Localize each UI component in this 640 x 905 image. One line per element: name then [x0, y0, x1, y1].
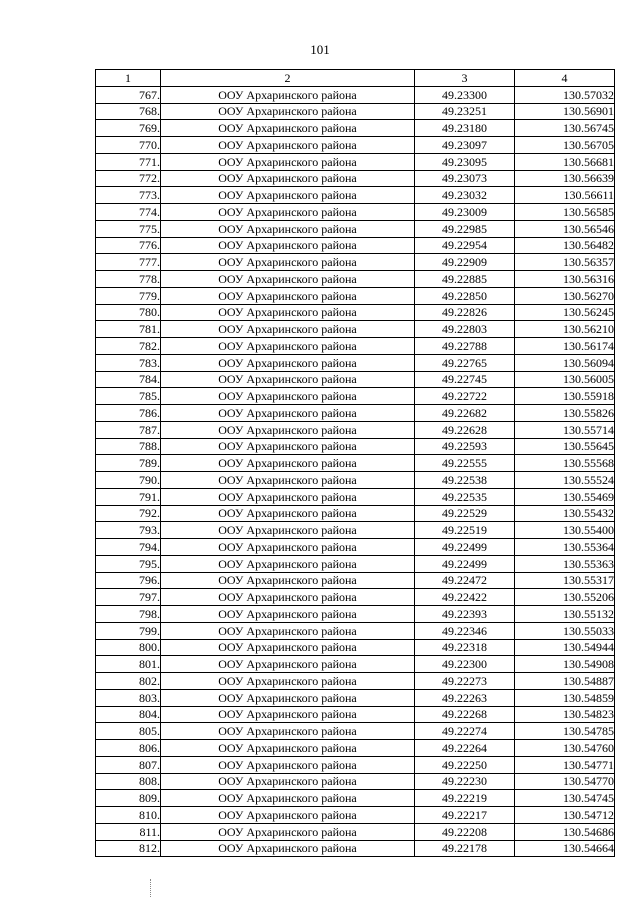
table-row: [96, 689, 615, 706]
table-row: [96, 555, 615, 572]
object-name-cell: ООУ Архаринского района: [161, 472, 415, 489]
object-name-cell: ООУ Архаринского района: [161, 539, 415, 556]
object-name-cell: ООУ Архаринского района: [161, 606, 415, 623]
table-row: [96, 321, 615, 338]
longitude-cell: 130.54770: [515, 773, 615, 790]
longitude-cell: 130.55714: [515, 421, 615, 438]
table-row: [96, 756, 615, 773]
table-row: [96, 371, 615, 388]
latitude-cell: 49.22230: [415, 773, 515, 790]
longitude-cell: 130.56482: [515, 237, 615, 254]
object-name-cell: ООУ Архаринского района: [161, 388, 415, 405]
table-row: [96, 505, 615, 522]
table-row: [96, 421, 615, 438]
object-name-cell: ООУ Архаринского района: [161, 807, 415, 824]
object-name-cell: ООУ Архаринского района: [161, 304, 415, 321]
row-number-cell: 812.: [96, 840, 161, 857]
object-name-cell: ООУ Архаринского района: [161, 823, 415, 840]
object-name-cell: ООУ Архаринского района: [161, 689, 415, 706]
latitude-cell: 49.22499: [415, 539, 515, 556]
row-number-cell: 775.: [96, 220, 161, 237]
latitude-cell: 49.23097: [415, 137, 515, 154]
latitude-cell: 49.22346: [415, 622, 515, 639]
longitude-cell: 130.56546: [515, 220, 615, 237]
row-number-cell: 770.: [96, 137, 161, 154]
table-row: [96, 740, 615, 757]
row-number-cell: 779.: [96, 287, 161, 304]
latitude-cell: 49.22250: [415, 756, 515, 773]
table-row: [96, 120, 615, 137]
table-row: [96, 86, 615, 103]
latitude-cell: 49.23009: [415, 204, 515, 221]
longitude-cell: 130.55206: [515, 589, 615, 606]
table-row: [96, 639, 615, 656]
latitude-cell: 49.22274: [415, 723, 515, 740]
latitude-cell: 49.22628: [415, 421, 515, 438]
header-cell-4: 4: [515, 70, 615, 87]
object-name-cell: ООУ Архаринского района: [161, 103, 415, 120]
row-number-cell: 774.: [96, 204, 161, 221]
latitude-cell: 49.22593: [415, 438, 515, 455]
row-number-cell: 773.: [96, 187, 161, 204]
object-name-cell: ООУ Архаринского района: [161, 137, 415, 154]
latitude-cell: 49.22954: [415, 237, 515, 254]
longitude-cell: 130.56901: [515, 103, 615, 120]
row-number-cell: 795.: [96, 555, 161, 572]
row-number-cell: 784.: [96, 371, 161, 388]
object-name-cell: ООУ Архаринского района: [161, 237, 415, 254]
latitude-cell: 49.22885: [415, 271, 515, 288]
latitude-cell: 49.23251: [415, 103, 515, 120]
latitude-cell: 49.22788: [415, 338, 515, 355]
table-row: [96, 237, 615, 254]
row-number-cell: 799.: [96, 622, 161, 639]
table-row: [96, 823, 615, 840]
longitude-cell: 130.54859: [515, 689, 615, 706]
table-row: [96, 790, 615, 807]
row-number-cell: 787.: [96, 421, 161, 438]
row-number-cell: 780.: [96, 304, 161, 321]
longitude-cell: 130.55568: [515, 455, 615, 472]
latitude-cell: 49.22519: [415, 522, 515, 539]
table-row: [96, 170, 615, 187]
longitude-cell: 130.54823: [515, 706, 615, 723]
object-name-cell: ООУ Архаринского района: [161, 522, 415, 539]
table-row: [96, 338, 615, 355]
latitude-cell: 49.22393: [415, 606, 515, 623]
latitude-cell: 49.22538: [415, 472, 515, 489]
object-name-cell: ООУ Архаринского района: [161, 187, 415, 204]
object-name-cell: ООУ Архаринского района: [161, 673, 415, 690]
latitude-cell: 49.22529: [415, 505, 515, 522]
latitude-cell: 49.22264: [415, 740, 515, 757]
object-name-cell: ООУ Архаринского района: [161, 438, 415, 455]
longitude-cell: 130.54760: [515, 740, 615, 757]
latitude-cell: 49.22985: [415, 220, 515, 237]
latitude-cell: 49.22263: [415, 689, 515, 706]
latitude-cell: 49.22219: [415, 790, 515, 807]
row-number-cell: 803.: [96, 689, 161, 706]
table-row: [96, 723, 615, 740]
latitude-cell: 49.22208: [415, 823, 515, 840]
row-number-cell: 794.: [96, 539, 161, 556]
latitude-cell: 49.22765: [415, 354, 515, 371]
latitude-cell: 49.22909: [415, 254, 515, 271]
table-row: [96, 405, 615, 422]
latitude-cell: 49.22273: [415, 673, 515, 690]
table-row: [96, 103, 615, 120]
table-row: [96, 606, 615, 623]
longitude-cell: 130.56611: [515, 187, 615, 204]
object-name-cell: ООУ Архаринского района: [161, 706, 415, 723]
coordinates-table: [95, 69, 615, 857]
table-row: [96, 522, 615, 539]
latitude-cell: 49.23032: [415, 187, 515, 204]
object-name-cell: ООУ Архаринского района: [161, 555, 415, 572]
object-name-cell: ООУ Архаринского района: [161, 840, 415, 857]
longitude-cell: 130.55363: [515, 555, 615, 572]
table-row: [96, 187, 615, 204]
longitude-cell: 130.54664: [515, 840, 615, 857]
row-number-cell: 802.: [96, 673, 161, 690]
table-row: [96, 137, 615, 154]
longitude-cell: 130.54785: [515, 723, 615, 740]
longitude-cell: 130.56639: [515, 170, 615, 187]
margin-mark: [150, 879, 152, 897]
row-number-cell: 771.: [96, 153, 161, 170]
latitude-cell: 49.22535: [415, 488, 515, 505]
longitude-cell: 130.56174: [515, 338, 615, 355]
row-number-cell: 809.: [96, 790, 161, 807]
latitude-cell: 49.22472: [415, 572, 515, 589]
longitude-cell: 130.54944: [515, 639, 615, 656]
row-number-cell: 776.: [96, 237, 161, 254]
table-row: [96, 572, 615, 589]
longitude-cell: 130.56245: [515, 304, 615, 321]
table-body: [96, 86, 615, 857]
longitude-cell: 130.55317: [515, 572, 615, 589]
row-number-cell: 769.: [96, 120, 161, 137]
longitude-cell: 130.55918: [515, 388, 615, 405]
object-name-cell: ООУ Архаринского района: [161, 421, 415, 438]
object-name-cell: ООУ Архаринского района: [161, 505, 415, 522]
row-number-cell: 782.: [96, 338, 161, 355]
row-number-cell: 793.: [96, 522, 161, 539]
latitude-cell: 49.22745: [415, 371, 515, 388]
latitude-cell: 49.22499: [415, 555, 515, 572]
latitude-cell: 49.23073: [415, 170, 515, 187]
latitude-cell: 49.22826: [415, 304, 515, 321]
row-number-cell: 810.: [96, 807, 161, 824]
table-row: [96, 656, 615, 673]
table-row: [96, 304, 615, 321]
table-row: [96, 807, 615, 824]
latitude-cell: 49.22178: [415, 840, 515, 857]
object-name-cell: ООУ Архаринского района: [161, 321, 415, 338]
table-row: [96, 153, 615, 170]
table-row: [96, 220, 615, 237]
longitude-cell: 130.55524: [515, 472, 615, 489]
table-row: [96, 488, 615, 505]
longitude-cell: 130.54908: [515, 656, 615, 673]
longitude-cell: 130.55432: [515, 505, 615, 522]
longitude-cell: 130.56005: [515, 371, 615, 388]
table-row: [96, 271, 615, 288]
table-row: [96, 472, 615, 489]
row-number-cell: 791.: [96, 488, 161, 505]
row-number-cell: 786.: [96, 405, 161, 422]
table-row: [96, 840, 615, 857]
row-number-cell: 806.: [96, 740, 161, 757]
row-number-cell: 767.: [96, 86, 161, 103]
latitude-cell: 49.22318: [415, 639, 515, 656]
longitude-cell: 130.56270: [515, 287, 615, 304]
object-name-cell: ООУ Архаринского района: [161, 589, 415, 606]
row-number-cell: 808.: [96, 773, 161, 790]
table-row: [96, 455, 615, 472]
latitude-cell: 49.22722: [415, 388, 515, 405]
longitude-cell: 130.55826: [515, 405, 615, 422]
longitude-cell: 130.54745: [515, 790, 615, 807]
object-name-cell: ООУ Архаринского района: [161, 220, 415, 237]
object-name-cell: ООУ Архаринского района: [161, 773, 415, 790]
row-number-cell: 800.: [96, 639, 161, 656]
longitude-cell: 130.54686: [515, 823, 615, 840]
row-number-cell: 797.: [96, 589, 161, 606]
row-number-cell: 788.: [96, 438, 161, 455]
object-name-cell: ООУ Архаринского района: [161, 371, 415, 388]
latitude-cell: 49.22422: [415, 589, 515, 606]
table-row: [96, 354, 615, 371]
object-name-cell: ООУ Архаринского района: [161, 338, 415, 355]
row-number-cell: 801.: [96, 656, 161, 673]
longitude-cell: 130.55469: [515, 488, 615, 505]
table-row: [96, 438, 615, 455]
longitude-cell: 130.55400: [515, 522, 615, 539]
table-header-row: [96, 70, 615, 87]
latitude-cell: 49.22555: [415, 455, 515, 472]
header-cell-3: 3: [415, 70, 515, 87]
latitude-cell: 49.23180: [415, 120, 515, 137]
row-number-cell: 807.: [96, 756, 161, 773]
longitude-cell: 130.54712: [515, 807, 615, 824]
longitude-cell: 130.55132: [515, 606, 615, 623]
table-row: [96, 204, 615, 221]
row-number-cell: 789.: [96, 455, 161, 472]
latitude-cell: 49.23300: [415, 86, 515, 103]
object-name-cell: ООУ Архаринского района: [161, 287, 415, 304]
row-number-cell: 792.: [96, 505, 161, 522]
longitude-cell: 130.55364: [515, 539, 615, 556]
table-row: [96, 773, 615, 790]
latitude-cell: 49.22850: [415, 287, 515, 304]
row-number-cell: 804.: [96, 706, 161, 723]
longitude-cell: 130.54771: [515, 756, 615, 773]
object-name-cell: ООУ Архаринского района: [161, 656, 415, 673]
latitude-cell: 49.23095: [415, 153, 515, 170]
header-cell-2: 2: [161, 70, 415, 87]
latitude-cell: 49.22300: [415, 656, 515, 673]
object-name-cell: ООУ Архаринского района: [161, 204, 415, 221]
object-name-cell: ООУ Архаринского района: [161, 170, 415, 187]
longitude-cell: 130.56681: [515, 153, 615, 170]
object-name-cell: ООУ Архаринского района: [161, 153, 415, 170]
object-name-cell: ООУ Архаринского района: [161, 723, 415, 740]
object-name-cell: ООУ Архаринского района: [161, 455, 415, 472]
object-name-cell: ООУ Архаринского района: [161, 254, 415, 271]
object-name-cell: ООУ Архаринского района: [161, 639, 415, 656]
object-name-cell: ООУ Архаринского района: [161, 271, 415, 288]
longitude-cell: 130.56745: [515, 120, 615, 137]
row-number-cell: 777.: [96, 254, 161, 271]
object-name-cell: ООУ Архаринского района: [161, 354, 415, 371]
object-name-cell: ООУ Архаринского района: [161, 790, 415, 807]
longitude-cell: 130.56094: [515, 354, 615, 371]
row-number-cell: 790.: [96, 472, 161, 489]
longitude-cell: 130.56210: [515, 321, 615, 338]
page-number: 101: [310, 42, 330, 57]
longitude-cell: 130.56316: [515, 271, 615, 288]
row-number-cell: 796.: [96, 572, 161, 589]
row-number-cell: 783.: [96, 354, 161, 371]
longitude-cell: 130.56705: [515, 137, 615, 154]
latitude-cell: 49.22217: [415, 807, 515, 824]
longitude-cell: 130.55645: [515, 438, 615, 455]
table-row: [96, 388, 615, 405]
longitude-cell: 130.56585: [515, 204, 615, 221]
object-name-cell: ООУ Архаринского района: [161, 622, 415, 639]
row-number-cell: 805.: [96, 723, 161, 740]
latitude-cell: 49.22803: [415, 321, 515, 338]
table-row: [96, 673, 615, 690]
row-number-cell: 798.: [96, 606, 161, 623]
object-name-cell: ООУ Архаринского района: [161, 405, 415, 422]
row-number-cell: 785.: [96, 388, 161, 405]
row-number-cell: 781.: [96, 321, 161, 338]
row-number-cell: 811.: [96, 823, 161, 840]
table-row: [96, 254, 615, 271]
latitude-cell: 49.22268: [415, 706, 515, 723]
table-row: [96, 287, 615, 304]
object-name-cell: ООУ Архаринского района: [161, 572, 415, 589]
longitude-cell: 130.54887: [515, 673, 615, 690]
table-row: [96, 539, 615, 556]
object-name-cell: ООУ Архаринского района: [161, 120, 415, 137]
object-name-cell: ООУ Архаринского района: [161, 488, 415, 505]
row-number-cell: 778.: [96, 271, 161, 288]
row-number-cell: 768.: [96, 103, 161, 120]
latitude-cell: 49.22682: [415, 405, 515, 422]
longitude-cell: 130.57032: [515, 86, 615, 103]
longitude-cell: 130.56357: [515, 254, 615, 271]
table-row: [96, 589, 615, 606]
object-name-cell: ООУ Архаринского района: [161, 86, 415, 103]
table-row: [96, 622, 615, 639]
longitude-cell: 130.55033: [515, 622, 615, 639]
object-name-cell: ООУ Архаринского района: [161, 756, 415, 773]
header-cell-1: 1: [96, 70, 161, 87]
row-number-cell: 772.: [96, 170, 161, 187]
object-name-cell: ООУ Архаринского района: [161, 740, 415, 757]
table-row: [96, 706, 615, 723]
